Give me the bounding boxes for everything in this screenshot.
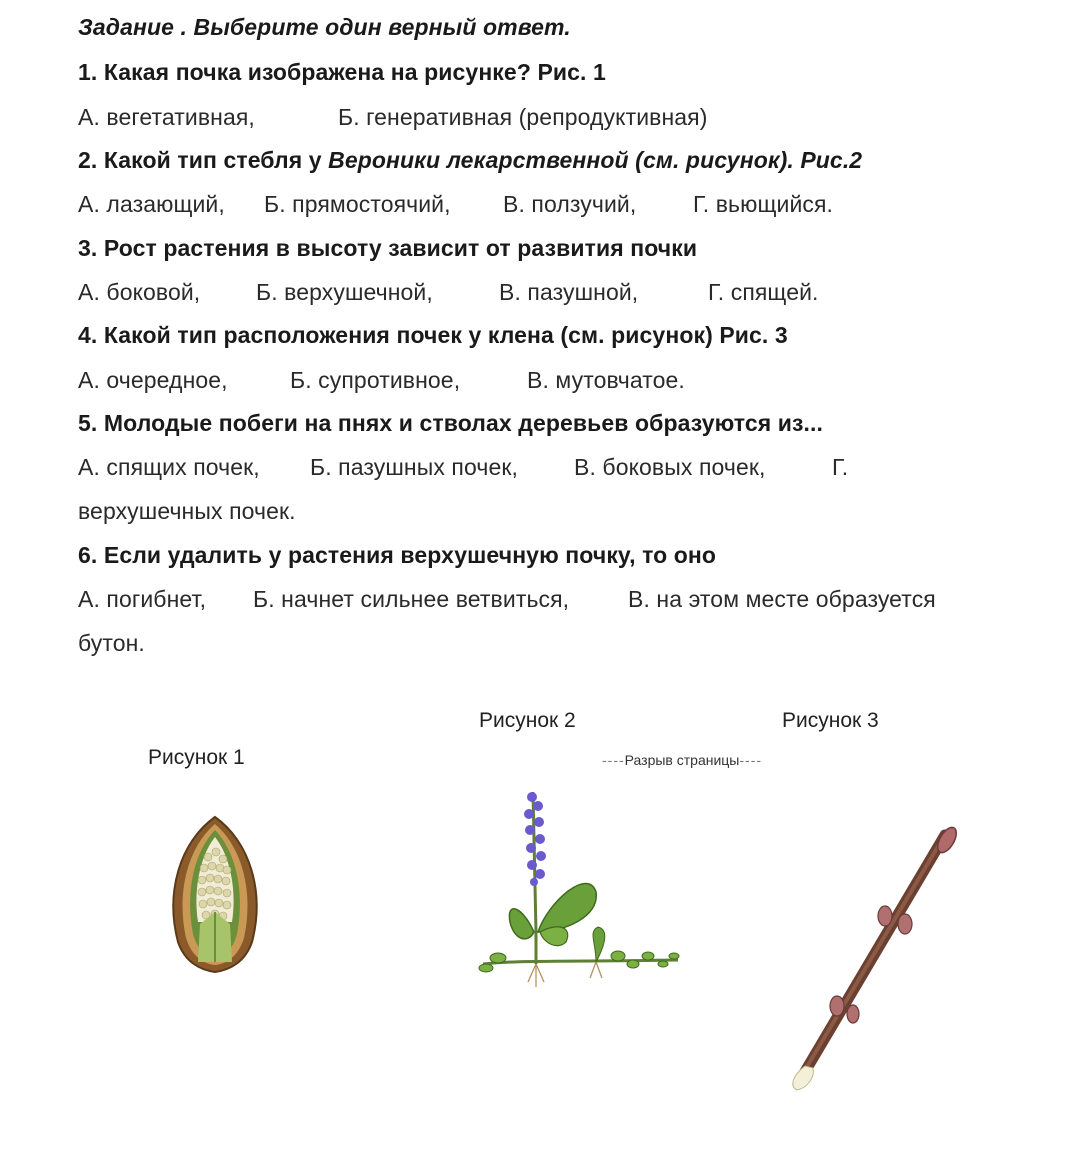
option-a: А. лазающий, xyxy=(78,191,225,217)
option-d: Г. вьющийся. xyxy=(693,191,834,217)
figure-3-caption: Рисунок 3 xyxy=(782,709,879,732)
figure-1-caption: Рисунок 1 xyxy=(148,746,245,769)
question-5-options xyxy=(78,452,848,482)
figure-2-caption: Рисунок 2 xyxy=(479,709,576,732)
question-5: 5. Молодые побеги на пнях и стволах деревьев образуются из... xyxy=(78,410,824,436)
option-a: А. погибнет, xyxy=(78,586,207,612)
page-break-dots-right: ---- xyxy=(739,752,763,768)
task-heading: Задание . Выберите один верный ответ. xyxy=(78,14,571,40)
option-c: В. пазушной, xyxy=(499,279,639,305)
question-1: 1. Какая почка изображена на рисунке? Рис. 1 xyxy=(78,59,606,85)
figure-1-bud-illustration xyxy=(160,812,270,977)
question-4: 4. Какой тип расположения почек у клена (см. рисунок) Рис. 3 xyxy=(78,322,788,348)
question-1-options xyxy=(78,102,707,132)
option-b: Б. генеративная (репродуктивная) xyxy=(338,104,708,130)
option-a: А. боковой, xyxy=(78,279,201,305)
option-d: Г. спящей. xyxy=(708,279,819,305)
option-a: А. очередное, xyxy=(78,367,228,393)
option-b: Б. пазушных почек, xyxy=(310,454,518,480)
option-b: Б. верхушечной, xyxy=(256,279,433,305)
option-c: В. ползучий, xyxy=(503,191,637,217)
question-6-continuation: бутон. xyxy=(78,630,145,656)
option-c: В. на этом месте образуется xyxy=(628,586,936,612)
question-3: 3. Рост растения в высоту зависит от развития почки xyxy=(78,235,698,261)
question-2 xyxy=(78,145,862,175)
question-4-options xyxy=(78,365,685,395)
figure-3-twig-illustration xyxy=(785,820,965,1095)
page-break-marker xyxy=(602,752,762,768)
option-c: В. боковых почек, xyxy=(574,454,766,480)
option-a: А. вегетативная, xyxy=(78,104,255,130)
question-2-options xyxy=(78,189,833,219)
question-2-italic-text: Вероники лекарственной (см. рисунок). Рис.2 xyxy=(328,147,863,173)
question-2-text: 2. Какой тип стебля у xyxy=(78,147,329,173)
option-b: Б. прямостоячий, xyxy=(264,191,451,217)
option-d: Г. xyxy=(832,454,849,480)
page-break-label: Разрыв страницы xyxy=(624,752,740,768)
question-6: 6. Если удалить у растения верхушечную почку, то оно xyxy=(78,542,717,568)
option-b: Б. начнет сильнее ветвиться, xyxy=(253,586,570,612)
question-6-options xyxy=(78,584,936,614)
question-5-continuation: верхушечных почек. xyxy=(78,498,296,524)
question-3-options xyxy=(78,277,819,307)
page-break-dots-left: ---- xyxy=(602,752,625,768)
option-c: В. мутовчатое. xyxy=(527,367,685,393)
figure-2-plant-illustration xyxy=(478,782,683,992)
option-a: А. спящих почек, xyxy=(78,454,260,480)
option-b: Б. супротивное, xyxy=(290,367,461,393)
